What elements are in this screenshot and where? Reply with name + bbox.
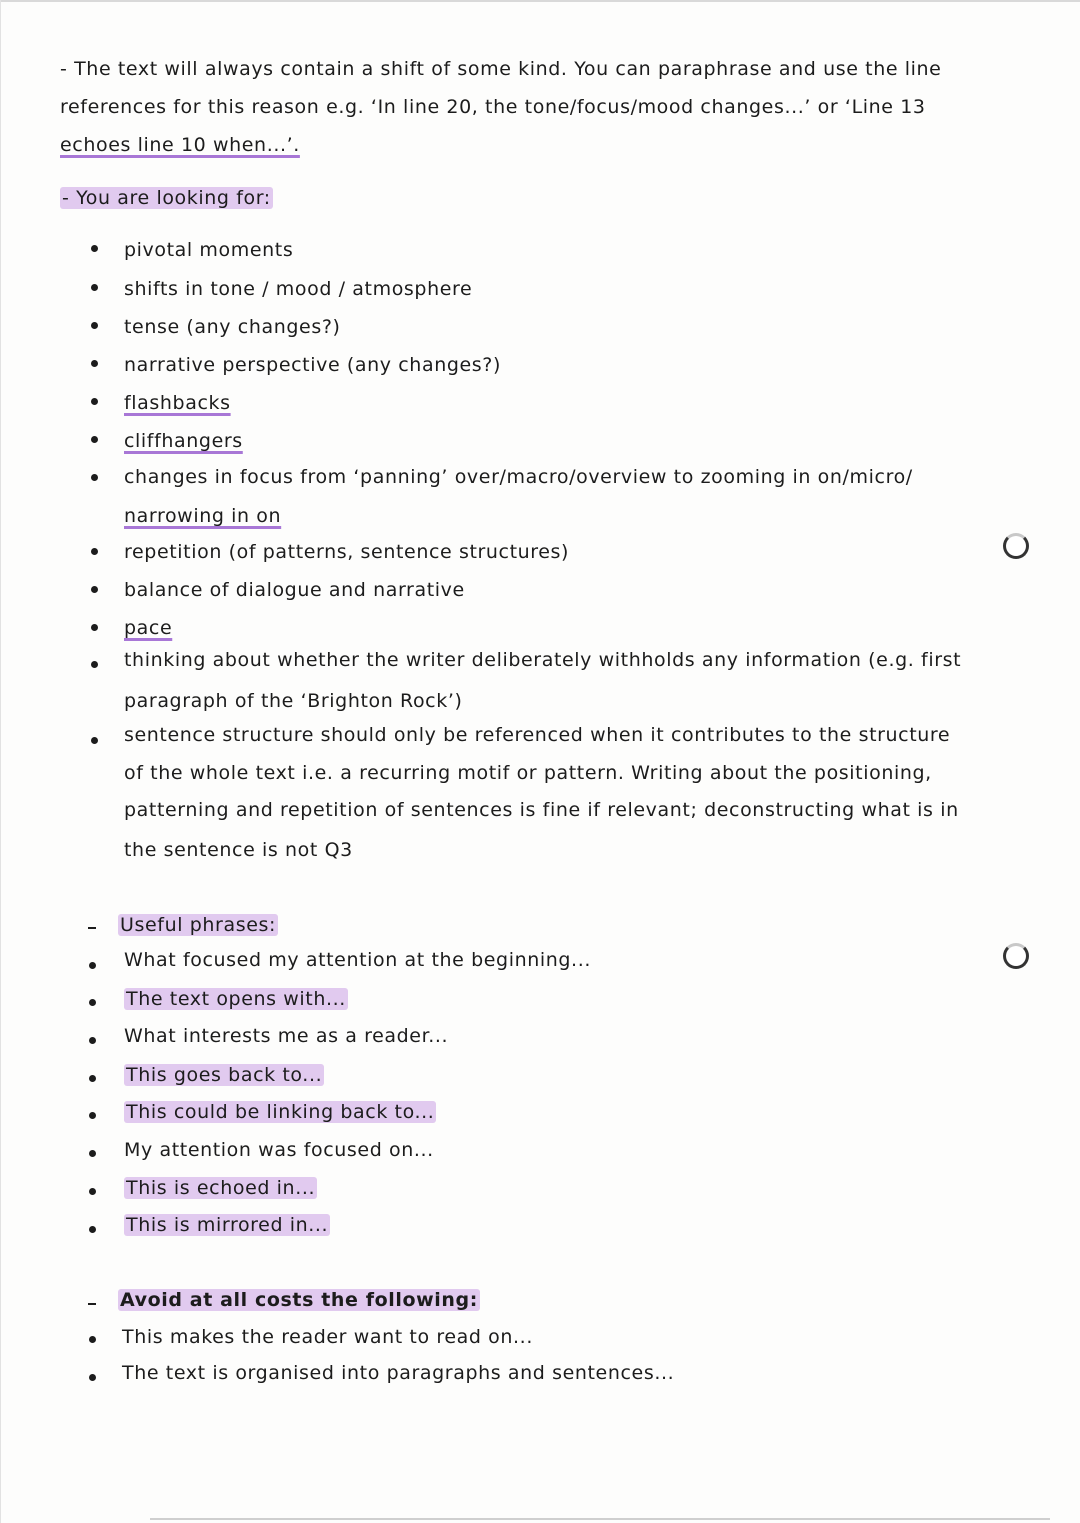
punch-hole-icon [1003,533,1029,559]
useful-phrase-7-text: This is echoed in... [126,1177,316,1199]
looking-for-item-6: cliffhangers [124,430,243,452]
bullet-icon [89,1374,96,1381]
useful-phrase-8-text: This is mirrored in... [126,1214,329,1236]
bullet-icon [89,1150,96,1157]
bullet-icon [89,1112,96,1119]
looking-for-item-12-cont-1: of the whole text i.e. a recurring motif or pattern. Writing about the positioning, [124,762,932,784]
bullet-icon [89,999,96,1006]
looking-for-item-4: narrative perspective (any changes?) [124,354,501,376]
useful-phrase-1: What focused my attention at the beginning... [124,949,591,971]
useful-phrase-3: What interests me as a reader... [124,1025,449,1047]
avoid-heading-text: Avoid at all costs the following: [120,1289,478,1311]
bullet-icon [89,1188,96,1195]
looking-for-heading-text: - You are looking for: [62,187,271,209]
looking-for-item-2: shifts in tone / mood / atmosphere [124,278,473,300]
bullet-icon [91,586,98,593]
page-bottom-edge [150,1518,1050,1520]
bullet-icon [91,474,98,481]
useful-phrase-5-text: This could be linking back to... [126,1101,435,1123]
looking-for-item-7-cont: narrowing in on [124,505,282,527]
bullet-icon [89,1336,96,1343]
bullet-icon [91,398,98,405]
useful-phrase-4 [124,1062,324,1088]
looking-for-item-12: sentence structure should only be referenced when it contributes to the structure [124,724,951,746]
bullet-icon [91,661,98,668]
bullet-icon [91,436,98,443]
bullet-icon [89,1226,96,1233]
looking-for-item-11-cont: paragraph of the ‘Brighton Rock’) [124,690,463,712]
dash-icon [88,927,96,929]
useful-phrase-4-text: This goes back to... [126,1064,323,1086]
useful-phrase-2-text: The text opens with... [126,988,346,1010]
useful-phrase-8 [124,1212,330,1238]
useful-phrase-6: My attention was focused on... [124,1139,434,1161]
page-top-edge [0,0,1080,2]
page-left-edge [0,0,1,1523]
looking-for-item-3: tense (any changes?) [124,316,341,338]
looking-for-heading [60,185,273,211]
avoid-item-2: The text is organised into paragraphs and sentences... [122,1362,675,1384]
avoid-item-1: This makes the reader want to read on... [122,1326,533,1348]
bullet-icon [91,737,98,744]
looking-for-item-11: thinking about whether the writer deliberately withholds any information (e.g. first [124,649,962,671]
useful-phrase-2 [124,986,348,1012]
useful-phrases-heading [118,912,278,938]
useful-phrases-heading-text: Useful phrases: [120,914,276,936]
looking-for-item-10: pace [124,617,173,639]
bullet-icon [89,1075,96,1082]
bullet-icon [91,548,98,555]
avoid-heading [118,1287,480,1313]
looking-for-item-1: pivotal moments [124,239,294,261]
intro-line-1: - The text will always contain a shift of some kind. You can paraphrase and use the line [60,58,942,80]
looking-for-item-7: changes in focus from ‘panning’ over/macro/overview to zooming in on/micro/ [124,466,913,488]
bullet-icon [91,245,98,252]
looking-for-item-8: repetition (of patterns, sentence structures) [124,541,570,563]
bullet-icon [91,624,98,631]
looking-for-item-12-cont-3: the sentence is not Q3 [124,839,353,861]
bullet-icon [91,322,98,329]
useful-phrase-7 [124,1175,317,1201]
punch-hole-icon [1003,943,1029,969]
looking-for-item-12-cont-2: patterning and repetition of sentences is fine if relevant; deconstructing what is in [124,799,959,821]
intro-line-3: echoes line 10 when...’. [60,134,300,156]
bullet-icon [89,962,96,969]
bullet-icon [89,1037,96,1044]
dash-icon [88,1303,96,1305]
looking-for-item-5: flashbacks [124,392,231,414]
looking-for-item-9: balance of dialogue and narrative [124,579,465,601]
bullet-icon [91,360,98,367]
useful-phrase-5 [124,1099,436,1125]
intro-line-2: references for this reason e.g. ‘In line 20, the tone/focus/mood changes...’ or ‘Line 13 [60,96,926,118]
bullet-icon [91,284,98,291]
